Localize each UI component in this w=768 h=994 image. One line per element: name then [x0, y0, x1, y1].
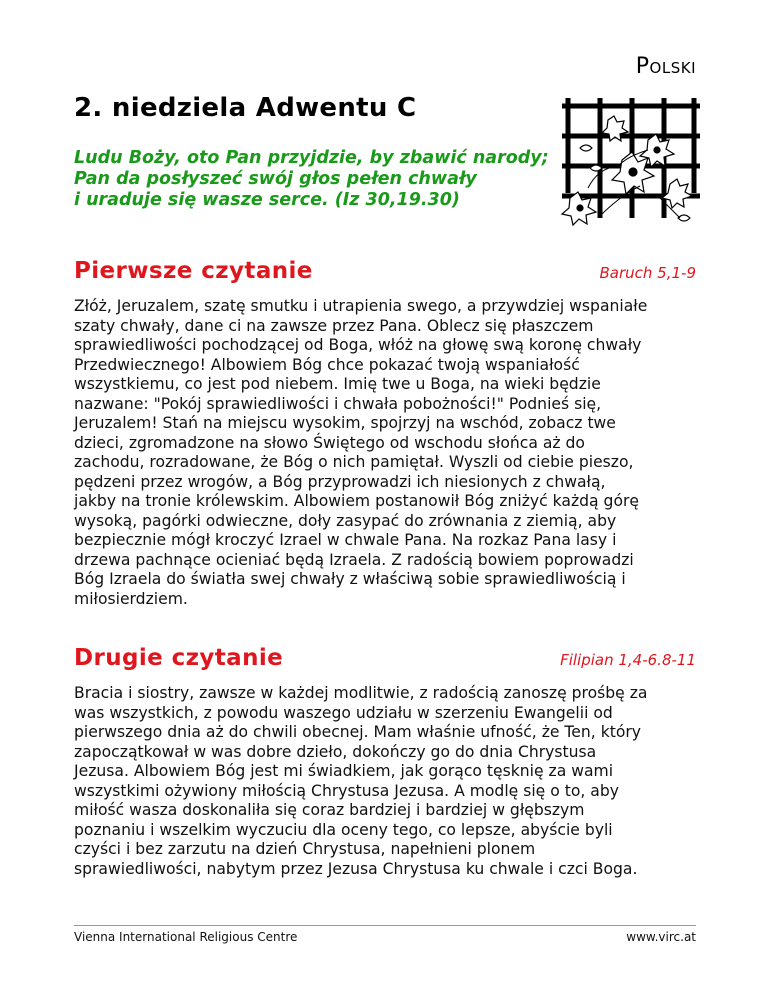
text-line: pierwszego dnia aż do chwili obecnej. Mam właśnie ufność, że Ten, który — [74, 723, 642, 741]
page-title: 2. niedziela Adwentu C — [74, 93, 417, 123]
second-reading-text — [74, 684, 704, 879]
text-line: pędzeni przez wrogów, a Bóg przyprowadzi ich niesionych z chwałą, — [74, 472, 606, 491]
text-line: Jeruzalem! Stań na miejscu wysokim, spojrzyj na wschód, zobacz twe — [74, 414, 616, 432]
first-reading-header — [74, 258, 696, 288]
trellis-flower-icon — [560, 98, 700, 238]
text-line: zachodu, rozradowane, że Bóg o nich pamiętał. Wyszli od ciebie pieszo, — [74, 453, 634, 471]
antiphon-line: i uraduje się wasze serce. (Iz 30,19.30) — [74, 190, 460, 210]
footer-divider — [74, 925, 696, 926]
text-line: drzewa pachnące ocieniać będą Izraela. Z radością bowiem poprowadzi — [74, 550, 634, 569]
footer-website-link[interactable]: www.virc.at — [626, 930, 696, 944]
second-reading-title: Drugie czytanie — [74, 645, 284, 671]
text-line: Bóg Izraela do światła swej chwały z właściwą sobie sprawiedliwością i — [74, 570, 626, 588]
text-line: Jezusa. Albowiem Bóg jest mi świadkiem, jak gorąco tęsknię za wami — [74, 762, 614, 780]
text-line: miłosierdziem. — [74, 589, 188, 608]
text-line: Złóż, Jeruzalem, szatę smutku i utrapienia swego, a przywdziej wspaniałe — [74, 297, 648, 315]
text-line: miłość wasza doskonaliła się coraz bardziej i bardziej w głębszym — [74, 801, 585, 819]
text-line: Przedwiecznego! Albowiem Bóg chce pokazać twoją wspaniałość — [74, 355, 580, 374]
first-reading-title: Pierwsze czytanie — [74, 258, 313, 284]
text-line: sprawiedliwości, nabytym przez Jezusa Chrystusa ku chwale i czci Boga. — [74, 859, 638, 878]
entrance-antiphon — [74, 148, 554, 211]
language-label: Polski — [635, 54, 696, 79]
antiphon-line: Pan da posłyszeć swój głos pełen chwały — [74, 169, 477, 189]
text-line: dzieci, zgromadzone na słowo Świętego od wschodu słońca aż do — [74, 433, 585, 452]
text-line: zapoczątkował w was dobre dzieło, dokończy go do dnia Chrystusa — [74, 742, 597, 761]
second-reading-header — [74, 645, 696, 675]
text-line: sprawiedliwości pochodzącej od Boga, włóż na głowę swą koronę chwały — [74, 336, 642, 354]
text-line: was wszystkich, z powodu waszego udziału w szerzeniu Ewangelii od — [74, 703, 613, 722]
second-reading-reference: Filipian 1,4-6.8-11 — [560, 651, 696, 669]
text-line: szaty chwały, dane ci na zawsze przez Pana. Oblecz się płaszczem — [74, 316, 594, 335]
text-line: poznaniu i wszelkim wyczuciu dla oceny tego, co lepsze, abyście byli — [74, 820, 613, 839]
antiphon-line: Ludu Boży, oto Pan przyjdzie, by zbawić narody; — [74, 148, 549, 168]
first-reading-reference: Baruch 5,1-9 — [599, 264, 696, 282]
footer-organization: Vienna International Religious Centre — [74, 930, 298, 944]
text-line: jakby na tronie królewskim. Albowiem postanowił Bóg zniżyć każdą górę — [74, 492, 639, 510]
text-line: nazwane: "Pokój sprawiedliwości i chwała pobożności!" Podnieś się, — [74, 394, 602, 413]
text-line: czyści i bez zarzutu na dzień Chrystusa, napełnieni plonem — [74, 840, 536, 858]
text-line: bezpiecznie mógł kroczyć Izrael w chwale Pana. Na rozkaz Pana lasy i — [74, 531, 617, 549]
text-line: wszystkimi ożywiony miłością Chrystusa Jezusa. A modlę się o to, aby — [74, 781, 619, 800]
first-reading-text — [74, 297, 704, 609]
text-line: wysoką, pagórki odwieczne, doły zasypać do zrównania z ziemią, aby — [74, 511, 617, 530]
text-line: wszystkiemu, co jest pod niebem. Imię twe u Boga, na wieki będzie — [74, 375, 601, 393]
text-line: Bracia i siostry, zawsze w każdej modlitwie, z radością zanoszę prośbę za — [74, 684, 648, 702]
